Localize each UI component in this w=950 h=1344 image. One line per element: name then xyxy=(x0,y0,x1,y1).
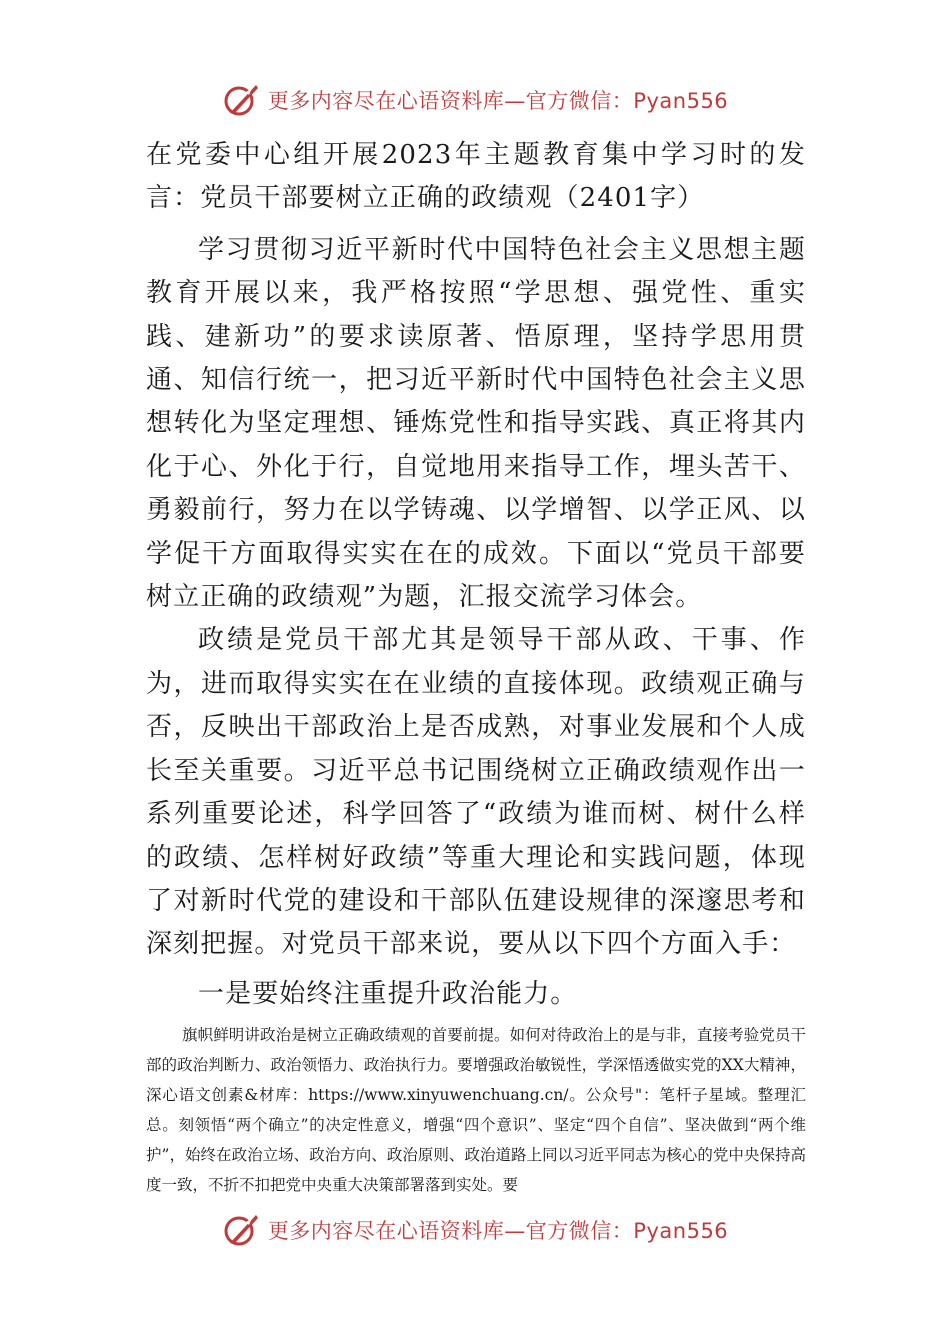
section-heading: 一是要始终注重提升政治能力。 xyxy=(198,978,578,1009)
document-title: 在党委中心组开展2023年主题教育集中学习时的发言：党员干部要树立正确的政绩观（2401字） xyxy=(146,140,806,214)
quill-pen-logo-icon xyxy=(222,80,262,120)
quill-pen-logo-icon xyxy=(222,1210,262,1250)
footer-watermark-banner xyxy=(0,1208,950,1252)
paragraph-intro: 学习贯彻习近平新时代中国特色社会主义思想主题教育开展以来，我严格按照“学思想、强党性、重实践、建新功”的要求读原著、悟原理，坚持学思用贯通、知信行统一，把习近平新时代中国特色社会主义思想转化为坚定理想、锤炼党性和指导实践、真正将其内化于心、外化于行，自觉地用来指导工作，埋头苦干、勇毅前行，努力在以学铸魂、以学增智、以学正风、以学促干方面取得实实在在的成效。下面以“党员干部要树立正确的政绩观”为题，汇报交流学习体会。 xyxy=(146,234,806,613)
section-body-text: 旗帜鲜明讲政治是树立正确政绩观的首要前提。如何对待政治上的是与非，直接考验党员干部的政治判断力、政治领悟力、政治执行力。要增强政治敏锐性，学深悟透做实党的XX大精神，深心语文创素&材库：https://www.xinyuwenchuang.cn/。公众号"：笔杆子星域。整理汇总。刻领悟“两个确立”的决定性意义，增强“四个意识”、坚定“四个自信”、坚决做到“两个维护”，始终在政治立场、政治方向、政治原则、政治道路上同以习近平同志为核心的党中央保持高度一致，不折不扣把党中央重大决策部署落到实处。要 xyxy=(146,1025,806,1194)
document-body xyxy=(146,134,806,1200)
header-watermark-banner xyxy=(0,78,950,122)
footer-watermark-text: 更多内容尽在心语资料库—官方微信：Pyan556 xyxy=(267,1219,729,1243)
header-watermark-text: 更多内容尽在心语资料库—官方微信：Pyan556 xyxy=(267,89,729,113)
paragraph-political-achievement: 政绩是党员干部尤其是领导干部从政、干事、作为，进而取得实实在在业绩的直接体现。政绩观正确与否，反映出干部政治上是否成熟，对事业发展和个人成长至关重要。习近平总书记围绕树立正确政绩观作出一系列重要论述，科学回答了“政绩为谁而树、树什么样的政绩、怎样树好政绩”等重大理论和实践问题，体现了对新时代党的建设和干部队伍建设规律的深邃思考和深刻把握。对党员干部来说，要从以下四个方面入手： xyxy=(146,625,806,960)
